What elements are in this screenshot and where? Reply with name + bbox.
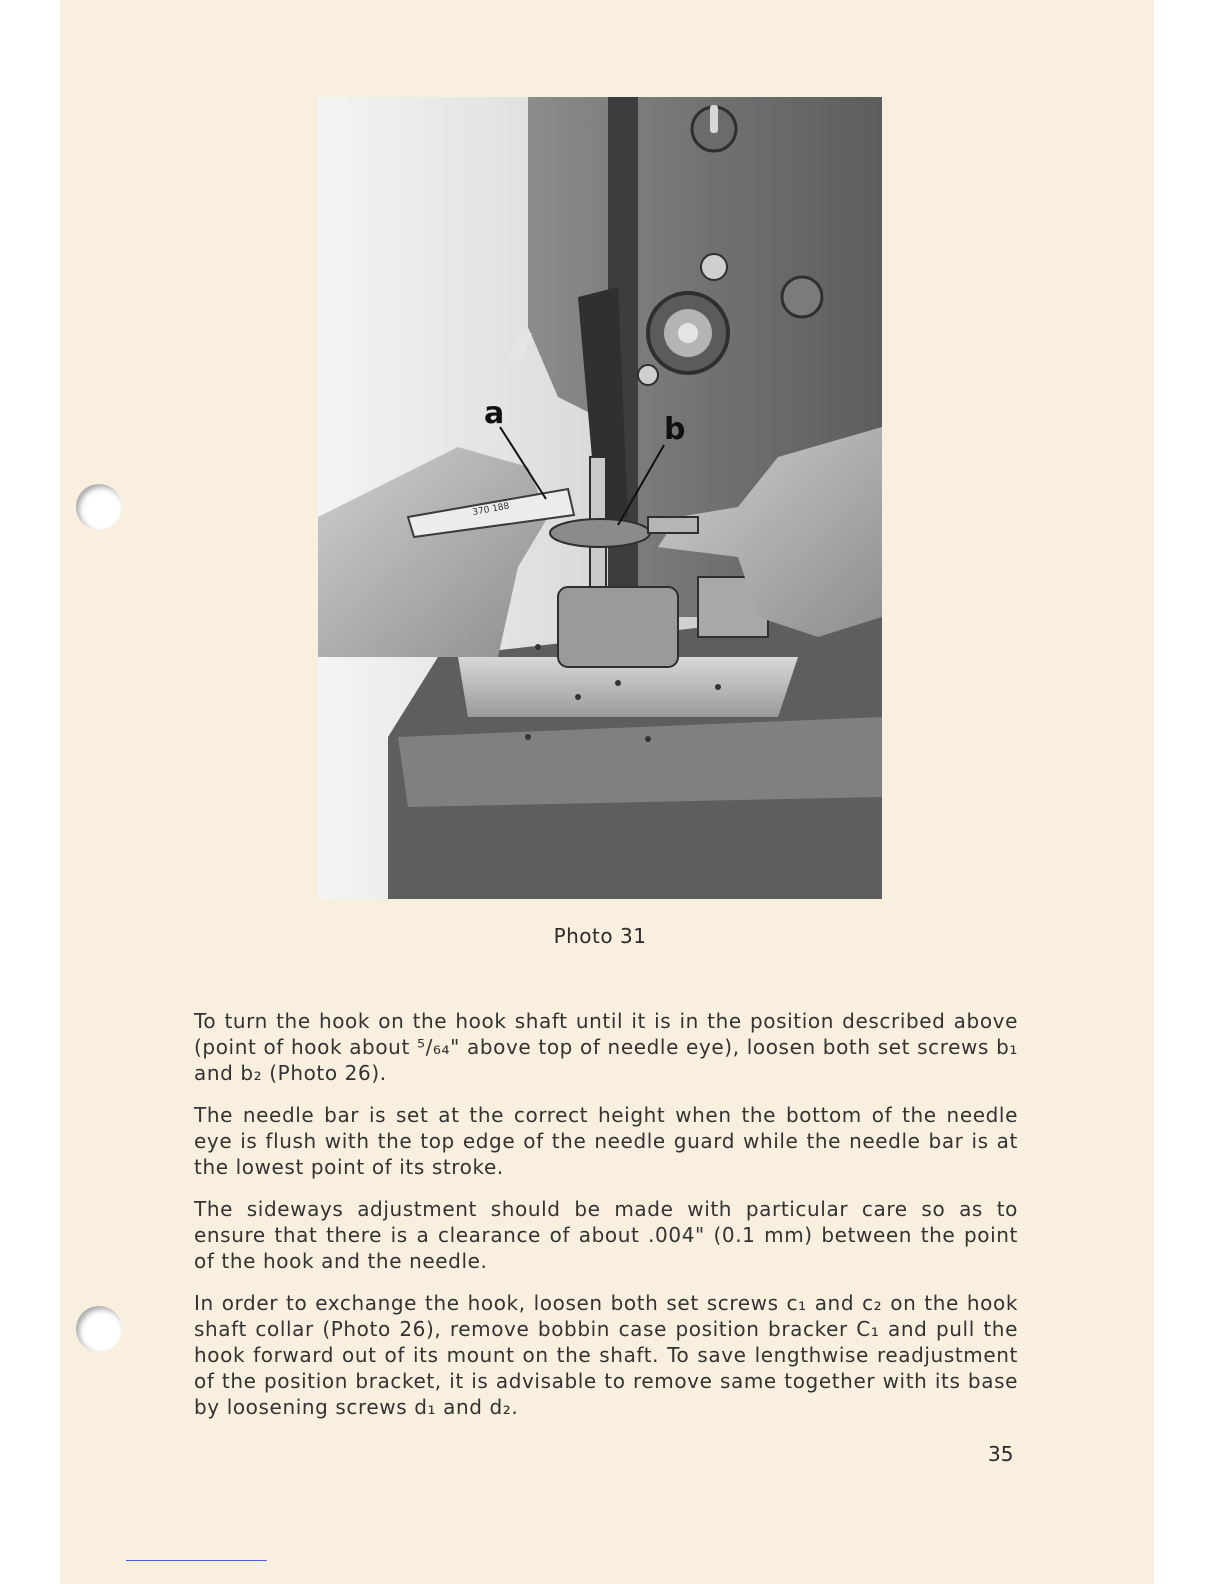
paragraph: To turn the hook on the hook shaft until it is in the position described above (point of hook about ⁵/₆₄" above top of needle eye), loosen both set screws b₁ and b₂ (Photo 26). bbox=[194, 1009, 1018, 1085]
label-b: b bbox=[664, 412, 686, 447]
gauge-marking: 370 188 bbox=[471, 501, 511, 518]
paragraph: The sideways adjustment should be made with particular care so as to ensure that there is a clearance of about .004" (0.1 mm) between the point of the hook and the needle. bbox=[194, 1197, 1018, 1273]
binder-hole-bottom bbox=[76, 1306, 122, 1352]
label-a: a bbox=[484, 396, 505, 431]
divider bbox=[126, 1560, 267, 1561]
sewing-machine-photo bbox=[318, 97, 882, 899]
photo-caption: Photo 31 bbox=[553, 924, 647, 948]
paragraph: In order to exchange the hook, loosen both set screws c₁ and c₂ on the hook shaft collar (Photo 26), remove bobbin case position bracker C₁ and pull the hook forward out of its mount on the shaft. To save lengthwise readjustment of the position bracket, it is advisable to remove same together with its base by loosening screws d₁ and d₂. bbox=[194, 1291, 1018, 1419]
binder-hole-top bbox=[76, 484, 122, 530]
page-number: 35 bbox=[988, 1442, 1014, 1466]
paragraph: The needle bar is set at the correct height when the bottom of the needle eye is flush with the top edge of the needle guard while the needle bar is at the lowest point of its stroke. bbox=[194, 1103, 1018, 1179]
photo-illustration bbox=[318, 97, 882, 899]
body-text bbox=[194, 1008, 1018, 1436]
